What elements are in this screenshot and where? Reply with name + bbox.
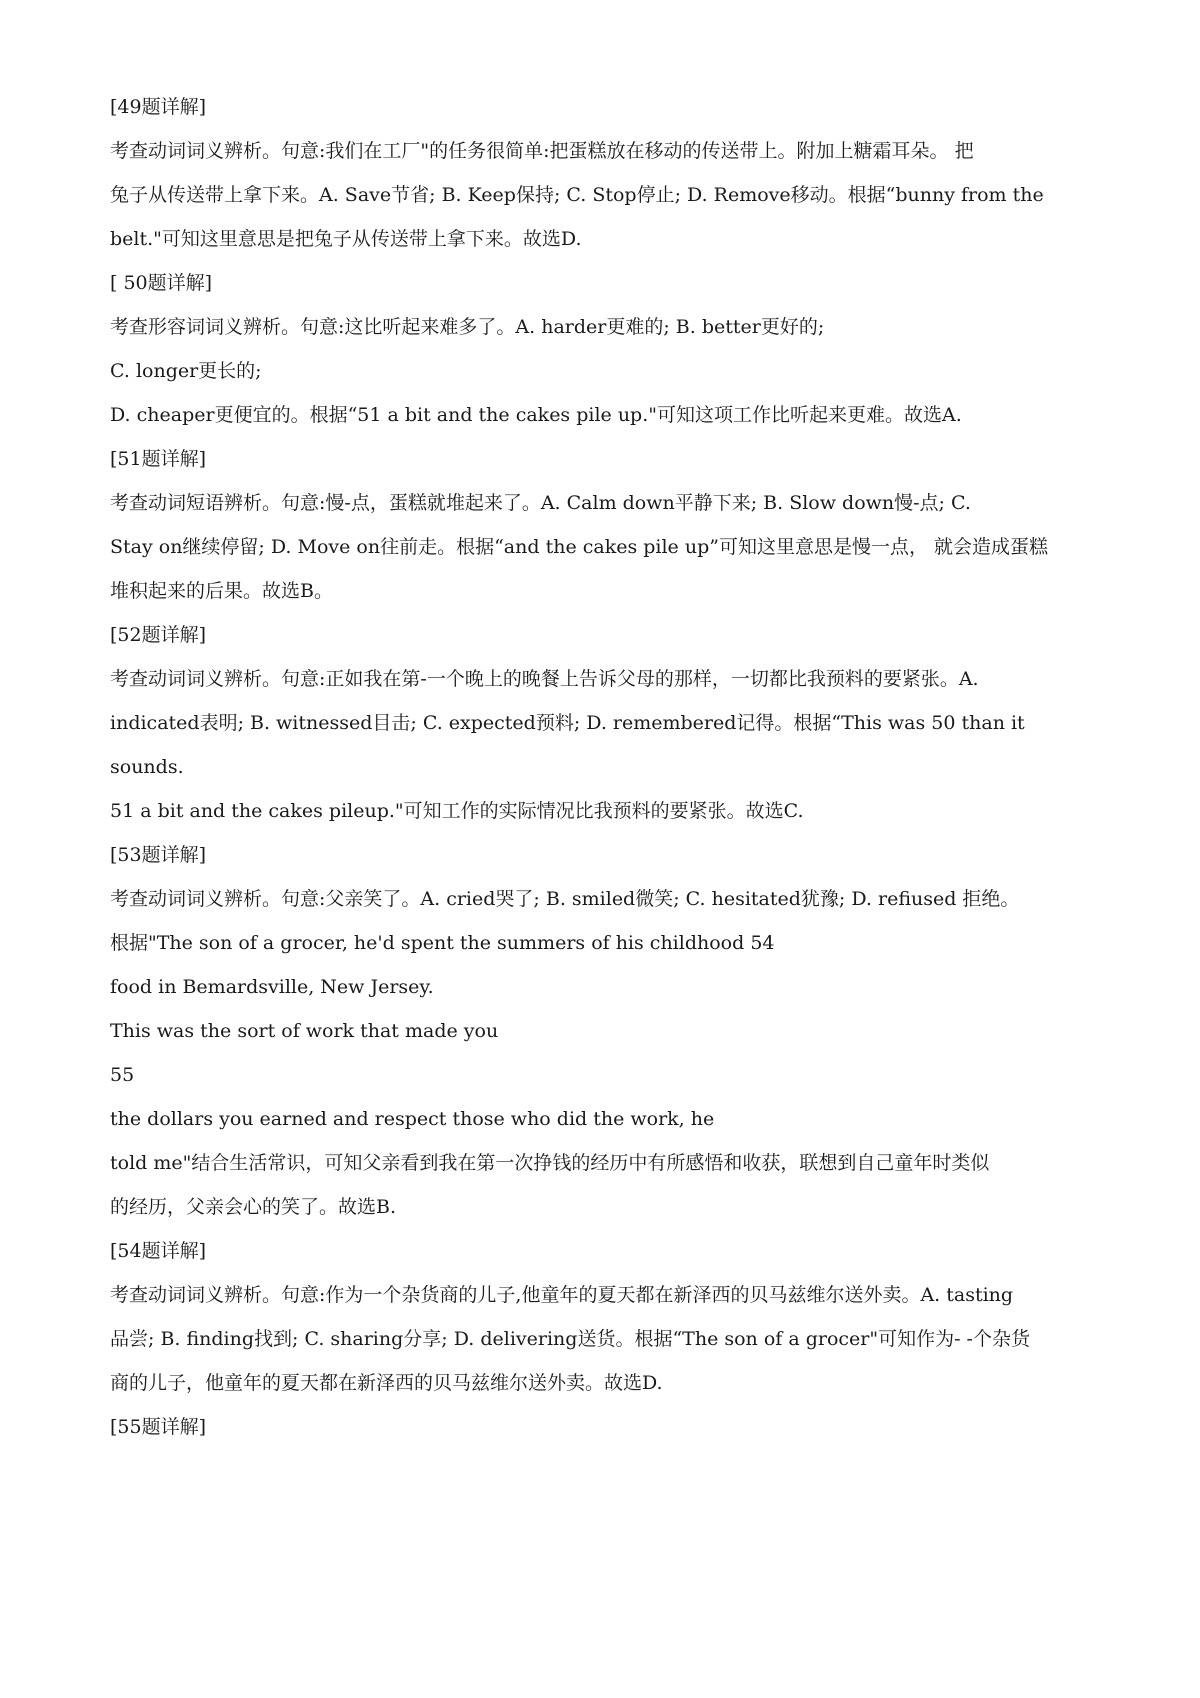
explanation-52-line-4: 51 a bit and the cakes pileup."可知工作的实际情况比我预料的要紧张。故选C. (110, 800, 804, 822)
explanation-53-line-3: food in Bemardsville, New Jersey. (110, 976, 434, 998)
heading-question-50: [ 50题详解] (110, 272, 213, 294)
explanation-50-line-2: C. longer更长的; (110, 360, 262, 382)
explanation-49-line-2: 兔子从传送带上拿下来。A. Save节省; B. Keep保持; C. Stop停止; D. Remove移动。根据“bunny from the (110, 184, 1044, 206)
explanation-54-line-3: 商的儿子，他童年的夏天都在新泽西的贝马兹维尔送外卖。故选D. (110, 1372, 663, 1394)
heading-question-49: [49题详解] (110, 96, 207, 118)
explanation-49-line-3: belt."可知这里意思是把兔子从传送带上拿下来。故选D. (110, 228, 582, 250)
explanation-52-line-1: 考查动词词义辨析。句意:正如我在第-一个晚上的晚餐上告诉父母的那样，一切都比我预料的要紧张。A. (110, 668, 979, 690)
heading-question-53: [53题详解] (110, 844, 207, 866)
explanation-53-line-2: 根据"The son of a grocer, he'd spent the summers of his childhood 54 (110, 932, 775, 954)
explanation-51-line-1: 考查动词短语辨析。句意:慢-点，蛋糕就堆起来了。A. Calm down平静下来; B. Slow down慢-点; C. (110, 492, 971, 514)
heading-question-55: [55题详解] (110, 1416, 207, 1438)
explanation-53-line-1: 考查动词词义辨析。句意:父亲笑了。A. cried哭了; B. smiled微笑; C. hesitated犹豫; D. refiused 拒绝。 (110, 888, 1020, 910)
heading-question-51: [51题详解] (110, 448, 207, 470)
heading-question-52: [52题详解] (110, 624, 207, 646)
explanation-54-line-1: 考查动词词义辨析。句意:作为一个杂货商的儿子,他童年的夏天都在新泽西的贝马兹维尔送外卖。A. tasting (110, 1284, 1014, 1306)
explanation-49-line-1: 考查动词词义辨析。句意:我们在工厂"的任务很简单:把蛋糕放在移动的传送带上。附加上糖霜耳朵。 把 (110, 140, 974, 162)
explanation-50-line-1: 考查形容词词义辨析。句意:这比听起来难多了。A. harder更难的; B. better更好的; (110, 316, 825, 338)
explanation-51-line-2: Stay on继续停留; D. Move on往前走。根据“and the cakes pile up”可知这里意思是慢一点， 就会造成蛋糕 (110, 536, 1048, 558)
heading-question-54: [54题详解] (110, 1240, 207, 1262)
explanation-51-line-3: 堆积起来的后果。故选B。 (110, 580, 333, 602)
explanation-53-line-5: 55 (110, 1064, 135, 1086)
explanation-53-line-8: 的经历，父亲会心的笑了。故选B. (110, 1196, 397, 1218)
explanation-52-line-2: indicated表明; B. witnessed目击; C. expected预料; D. remembered记得。根据“This was 50 than it (110, 712, 1025, 734)
explanation-52-line-3: sounds. (110, 756, 184, 778)
explanation-54-line-2: 品尝; B. finding找到; C. sharing分享; D. delivering送货。根据“The son of a grocer"可知作为- -个杂货 (110, 1328, 1030, 1350)
explanation-53-line-4: This was the sort of work that made you (110, 1020, 499, 1042)
explanation-50-line-3: D. cheaper更便宜的。根据“51 a bit and the cakes pile up."可知这项工作比听起来更难。故选A. (110, 404, 962, 426)
explanation-53-line-6: the dollars you earned and respect those who did the work, he (110, 1108, 715, 1130)
explanation-53-line-7: told me"结合生活常识，可知父亲看到我在第一次挣钱的经历中有所感悟和收获，联想到自己童年时类似 (110, 1152, 990, 1174)
